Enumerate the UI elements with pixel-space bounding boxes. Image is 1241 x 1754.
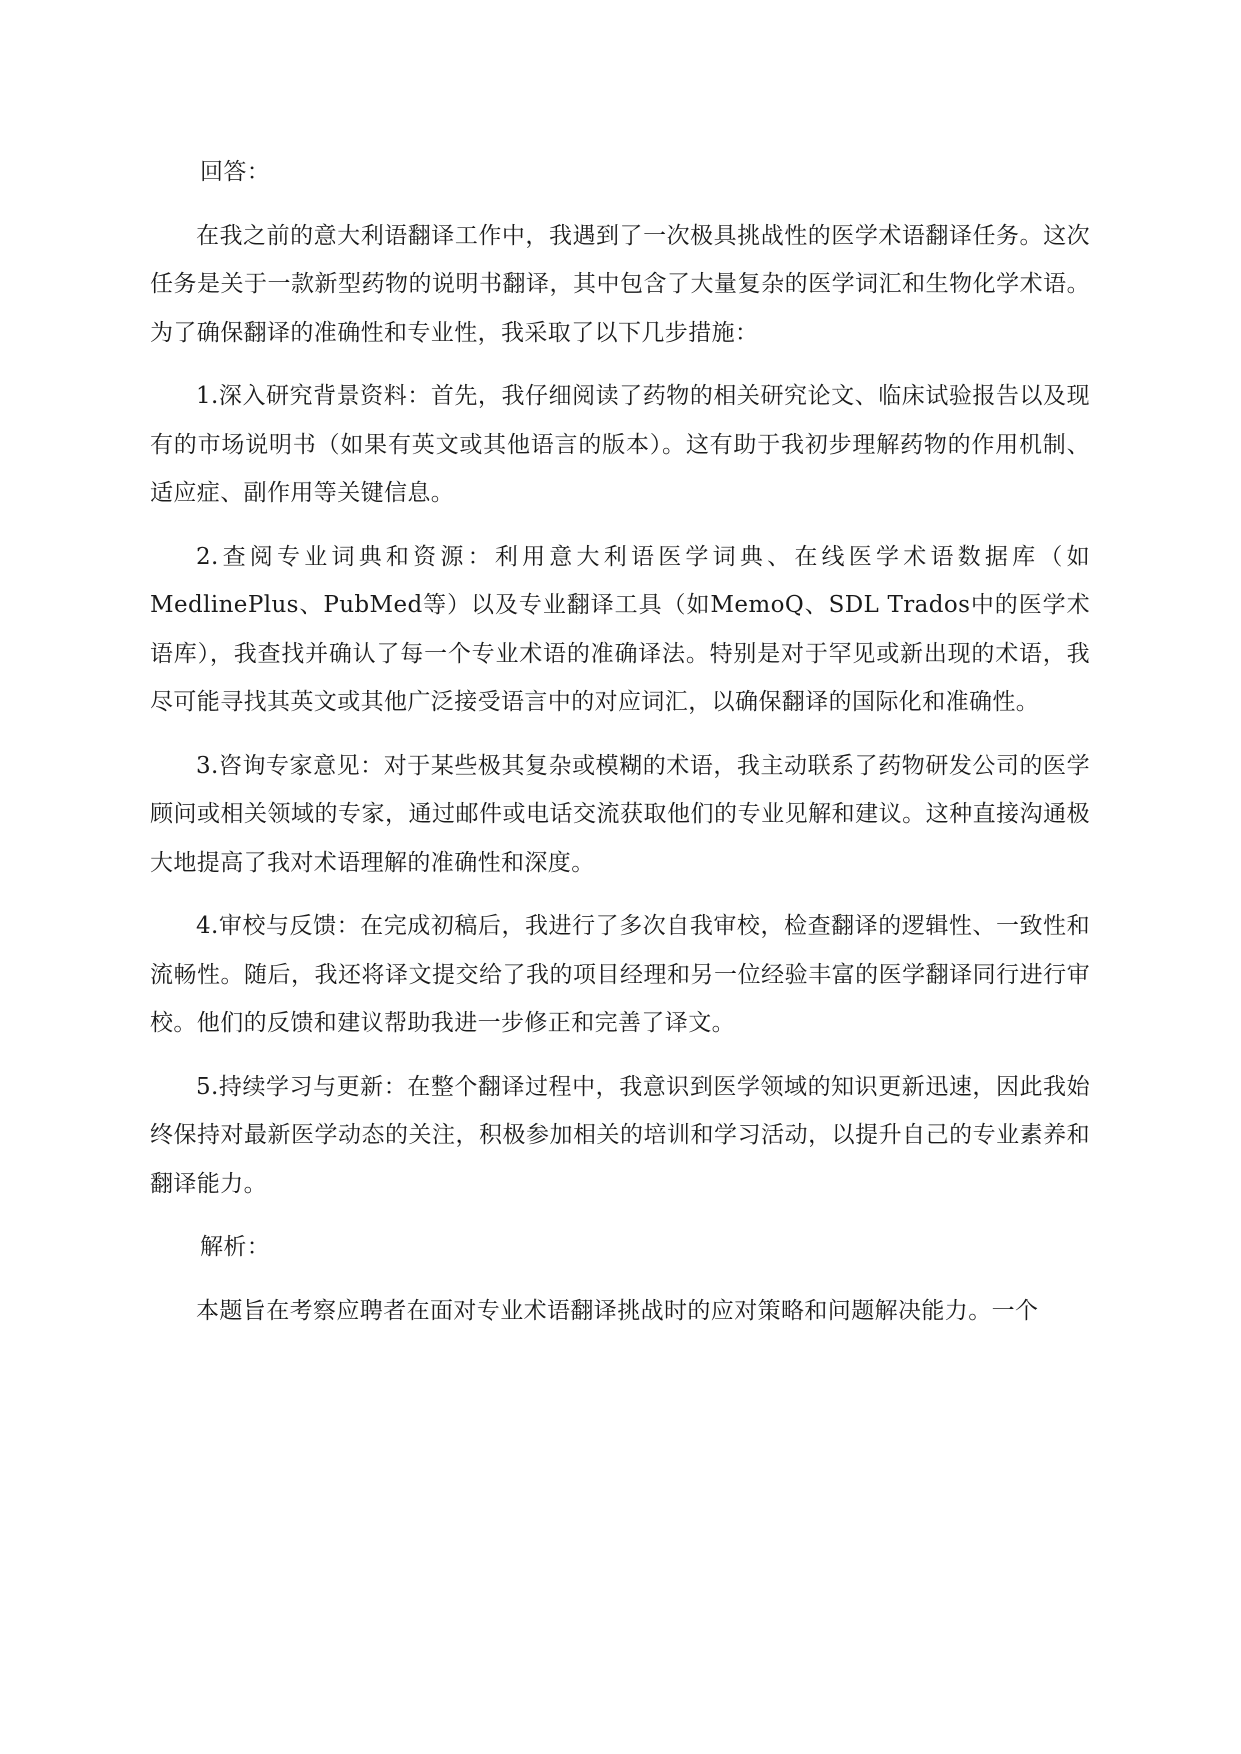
step-3-paragraph: 3.咨询专家意见：对于某些极其复杂或模糊的术语，我主动联系了药物研发公司的医学顾问或相关领域的专家，通过邮件或电话交流获取他们的专业见解和建议。这种直接沟通极大地提高了我对术语理解的准确性和深度。 [150, 752, 1090, 876]
step-5-paragraph: 5.持续学习与更新：在整个翻译过程中，我意识到医学领域的知识更新迅速，因此我始终保持对最新医学动态的关注，积极参加相关的培训和学习活动，以提升自己的专业素养和翻译能力。 [150, 1073, 1090, 1197]
analysis-paragraph: 本题旨在考察应聘者在面对专业术语翻译挑战时的应对策略和问题解决能力。一个 [196, 1297, 1039, 1324]
step-2-paragraph: 2.查阅专业词典和资源：利用意大利语医学词典、在线医学术语数据库（如MedlinePlus、PubMed等）以及专业翻译工具（如MemoQ、SDL Trados中的医学术语库），我查找并确认了每一个专业术语的准确译法。特别是对于罕见或新出现的术语，我尽可能寻找其英文或其他广泛接受语言中的对应词汇，以确保翻译的国际化和准确性。 [150, 543, 1090, 715]
analysis-label: 解析： [200, 1234, 271, 1260]
intro-paragraph: 在我之前的意大利语翻译工作中，我遇到了一次极具挑战性的医学术语翻译任务。这次任务是关于一款新型药物的说明书翻译，其中包含了大量复杂的医学词汇和生物化学术语。为了确保翻译的准确性和专业性，我采取了以下几步措施： [150, 222, 1090, 346]
document-page [150, 148, 1090, 1335]
answer-label: 回答： [200, 159, 271, 185]
step-1-paragraph: 1.深入研究背景资料：首先，我仔细阅读了药物的相关研究论文、临床试验报告以及现有的市场说明书（如果有英文或其他语言的版本）。这有助于我初步理解药物的作用机制、适应症、副作用等关键信息。 [150, 383, 1090, 506]
step-4-paragraph: 4.审校与反馈：在完成初稿后，我进行了多次自我审校，检查翻译的逻辑性、一致性和流畅性。随后，我还将译文提交给了我的项目经理和另一位经验丰富的医学翻译同行进行审校。他们的反馈和建议帮助我进一步修正和完善了译文。 [150, 913, 1090, 1036]
